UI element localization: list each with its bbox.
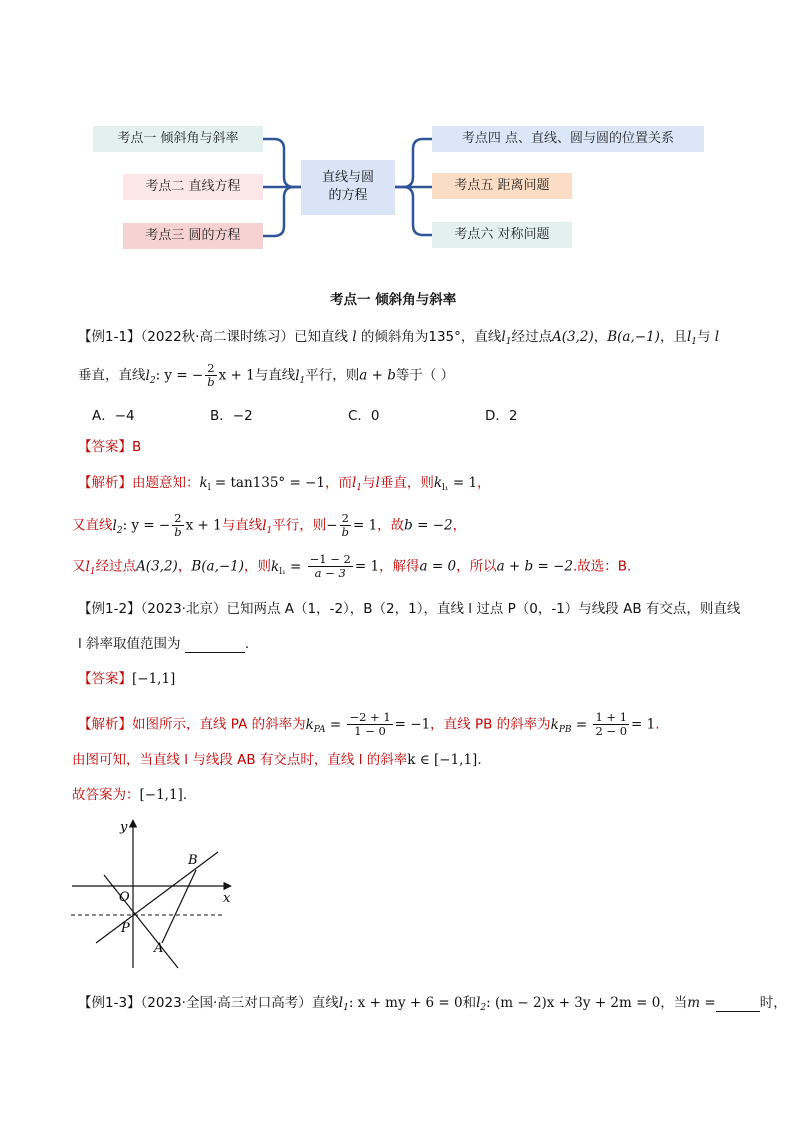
ex1-text: 已知直线 <box>293 329 348 345</box>
ex1-text: 经过点 <box>95 558 137 575</box>
ex1-eq: a + b = −2 <box>496 558 573 575</box>
ex2-answer-blank <box>185 636 245 653</box>
ex1-eq: = 1 <box>352 517 378 534</box>
ex1-eq: x + 1 <box>185 517 222 534</box>
ex1-text: ，解得 <box>379 558 420 575</box>
ex2-frac-2: $\frac{1 + 1}{2 - 0}$ <box>595 710 628 738</box>
ex1-analysis-line-2: 又直线$l_2$: y = − $\frac{2}{b}$ x + 1与直线$l_1$平行，则− $\frac{2}{b}$ = 1，故b = −2， <box>72 511 467 539</box>
ex2-analysis-tag: 【解析】 <box>78 716 132 733</box>
ex1-frac: $\frac{-1 - 2}{a - 3}$ <box>309 552 351 580</box>
ex3-eq: : (m − 2)x + 3y + 2m = 0 <box>486 995 661 1011</box>
ex1-option-d: D．2 <box>485 408 518 424</box>
ex1-text: 又 <box>72 558 86 575</box>
ex1-text: .故选：B. <box>572 558 632 575</box>
ex2-text: 如图所示，直线 PA 的斜率为 <box>132 716 306 733</box>
ex1-analysis-line-1: 【解析】由题意知：$k_l = \tan 135^\circ = -1$，而$l_1$与l垂直，则$k_{l_1} = 1$， <box>78 475 491 493</box>
ex2-eq: [−1,1] <box>139 787 183 803</box>
ex2-eq: = −1 <box>394 716 431 733</box>
ex1-var-l1: $l_1$ <box>686 329 697 347</box>
label-o: O <box>119 890 130 905</box>
ex3-var-l1: $l_1$ <box>338 995 349 1013</box>
ex1-text: ，则 <box>244 558 272 575</box>
topic-3-box: 考点三 圆的方程 <box>123 223 263 249</box>
connector-right-top <box>395 139 432 187</box>
ex1-frac: $\frac{2}{b}$ <box>174 511 182 539</box>
ex1-eq: x + 1 <box>218 367 255 384</box>
line-pa <box>104 875 178 968</box>
ex3-eq: m = <box>687 995 716 1011</box>
ex2-figure <box>68 815 248 975</box>
ex2-answer-value: [−1,1] <box>132 671 176 687</box>
ex2-analysis-line-2: 由图可知，当直线 l 与线段 AB 有交点时，直线 l 的斜率k ∈ [−1,1]. <box>72 752 482 768</box>
label-b: B <box>188 853 198 868</box>
ex1-k-eq: $k_{l_1}$ = <box>271 558 306 577</box>
ex1-source: （2022秋·高二课时练习） <box>140 329 294 345</box>
ex1-var-l1: $l_1$ <box>262 517 273 536</box>
ex1-text: 与直线 <box>254 367 296 384</box>
ex3-line-1 <box>78 991 787 1013</box>
ex2-answer <box>78 667 175 687</box>
ex1-line-1: 【例1-1】（2022秋·高二课时练习）已知直线 l 的倾斜角为135°，直线$l_1$经过点A(3,2)，B(a,−1)，且$l_1$与 l <box>78 329 720 347</box>
center-line-2: 的方程 <box>328 188 368 203</box>
ex1-text: 等于（ ） <box>395 367 455 384</box>
ex1-answer <box>78 435 141 455</box>
ex1-var-l1: $l_1$ <box>351 475 363 493</box>
section-title: 考点一 倾斜角与斜率 <box>330 292 457 308</box>
ex1-text: 与直线 <box>221 517 263 534</box>
ex2-kpb: $k_{PB}$ = <box>550 716 592 735</box>
label-a: A <box>154 941 164 956</box>
ex1-line-2 <box>78 362 454 389</box>
ex2-text: l 斜率取值范围为 <box>78 636 185 652</box>
topic-4-box: 考点四 点、直线、圆与圆的位置关系 <box>432 126 704 152</box>
ex1-var-l2: $l_2$ <box>145 367 156 386</box>
ex1-text: 又直线 <box>72 517 113 534</box>
ex1-var-l: l <box>375 475 380 491</box>
ex1-answer-tag: 【答案】 <box>78 439 132 455</box>
ex1-text: 垂直，则 <box>379 475 434 491</box>
ex3-text: 直线 <box>311 995 339 1011</box>
ex1-eq: a + b <box>359 367 396 384</box>
ex1-text: ，且 <box>659 329 687 345</box>
ex1-analysis-line-3: 又$l_1$经过点A(3,2)，B(a,−1)，则$k_{l_1}$ = $\frac{-1 - 2}{a - 3}$ = 1，解得a = 0，所以a + b = −2.故选：B. <box>72 552 632 580</box>
ex1-eq: b = −2 <box>404 517 453 534</box>
connector-left-top <box>263 139 301 187</box>
topic-2-box: 考点二 直线方程 <box>123 174 263 200</box>
label-x: x <box>223 891 231 906</box>
ex2-text: 已知两点 A（1，-2），B（2，1），直线 l 过点 P（0，-1）与线段 AB 有交点，则直线 <box>226 601 741 617</box>
ex1-var-l2: $l_2$ <box>112 517 123 536</box>
ex1-text: 垂直，直线 <box>78 367 146 384</box>
ex2-line-1 <box>78 597 740 617</box>
ex2-answer-tag: 【答案】 <box>78 671 132 687</box>
ex1-text: 的倾斜角为135°，直线 <box>360 329 502 345</box>
ex1-point-b: B(a,−1) <box>191 558 245 575</box>
ex1-option-a: A．−4 <box>92 408 135 424</box>
ex1-frac: $\frac{2}{b}$ <box>341 511 349 539</box>
ex3-var-l2: $l_2$ <box>476 995 487 1013</box>
ex1-text: 与 <box>362 475 376 491</box>
ex2-text: ，直线 PB 的斜率为 <box>430 716 551 733</box>
ex1-text: 平行，则 <box>305 367 360 384</box>
ex2-eq: k ∈ [−1,1] <box>407 752 478 768</box>
ex1-option-b: B．−2 <box>210 408 253 424</box>
label-y: y <box>120 820 128 835</box>
ex2-line-2: l 斜率取值范围为 . <box>78 636 250 652</box>
ex1-option-c: C．0 <box>348 408 380 424</box>
ex1-eq: − <box>326 517 338 534</box>
ex3-source: （2023·全国·高三对口高考） <box>140 995 312 1011</box>
ex2-frac-1: $\frac{-2 + 1}{1 - 0}$ <box>349 710 391 738</box>
ex1-point-b: B(a,−1) <box>607 329 660 345</box>
ex1-var-l1: $l_1$ <box>295 367 306 386</box>
ex1-point-a: A(3,2) <box>551 329 594 345</box>
label-p: P <box>121 921 130 936</box>
ex1-frac: $\frac{2}{b}$ <box>207 361 215 389</box>
ex2-source: （2023·北京） <box>140 601 227 617</box>
ex1-analysis-tag: 【解析】 <box>78 475 132 491</box>
ex1-text: 平行，则 <box>272 517 327 534</box>
topic-5-box: 考点五 距离问题 <box>432 173 572 199</box>
ex3-text: 时， <box>759 995 787 1011</box>
ex1-tag: 【例1-1】 <box>78 329 141 345</box>
ex3-tag: 【例1-3】 <box>78 995 141 1011</box>
ex1-text: ，所以 <box>456 558 497 575</box>
ex2-text: 故答案为： <box>72 787 140 803</box>
ex1-eq: : y = − <box>122 517 171 534</box>
ex1-text: ，故 <box>377 517 405 534</box>
ex1-k1-eq: $k_l = \tan 135^\circ = -1$ <box>199 475 325 493</box>
ex2-eq: = 1 <box>631 716 656 733</box>
ex1-eq: = 1 <box>354 558 380 575</box>
topic-1-box: 考点一 倾斜角与斜率 <box>93 126 263 152</box>
ex1-answer-value: B <box>132 439 142 455</box>
ex1-var-l1: $l_1$ <box>85 558 96 577</box>
ex1-var-l1: $l_1$ <box>501 329 512 347</box>
ex1-text: 与 <box>697 329 711 345</box>
ex1-k2-eq: $k_{l_1} = 1$ <box>433 475 478 493</box>
ex3-text: ，当 <box>660 995 688 1011</box>
ex1-eq: : y = − <box>155 367 204 384</box>
ex2-analysis-line-3: 故答案为：[−1,1]. <box>72 787 188 803</box>
ex2-kpa: $k_{PA}$ = <box>305 716 346 735</box>
topic-6-box: 考点六 对称问题 <box>432 222 572 248</box>
ex1-var-l: l <box>710 329 720 345</box>
ex2-text: 由图可知，当直线 l 与线段 AB 有交点时，直线 l 的斜率 <box>72 752 408 768</box>
line-pb <box>96 852 218 943</box>
ex2-tag: 【例1-2】 <box>78 601 141 617</box>
ex1-text: 由题意知： <box>132 475 200 491</box>
connector-right-bot <box>403 187 432 235</box>
ex1-point-a: A(3,2) <box>136 558 178 575</box>
connector-left-bot <box>263 187 294 236</box>
ex1-eq: a = 0 <box>419 558 457 575</box>
ex3-answer-blank <box>716 995 760 1012</box>
ex1-var-l: l <box>347 329 361 345</box>
ex1-text: ，而 <box>324 475 352 491</box>
ex3-eq: : x + my + 6 = 0 <box>348 995 463 1011</box>
ex1-text: 经过点 <box>511 329 552 345</box>
center-line-1: 直线与圆 <box>321 170 374 185</box>
mindmap-connectors <box>0 0 794 260</box>
ex2-analysis-line-1: 【解析】如图所示，直线 PA 的斜率为$k_{PA}$ = $\frac{-2 + 1}{1 - 0}$ = −1，直线 PB 的斜率为$k_{PB}$ = $\frac{1 + 1}{2 - 0}$ = 1. <box>78 710 660 738</box>
ex3-text: 和 <box>462 995 477 1011</box>
